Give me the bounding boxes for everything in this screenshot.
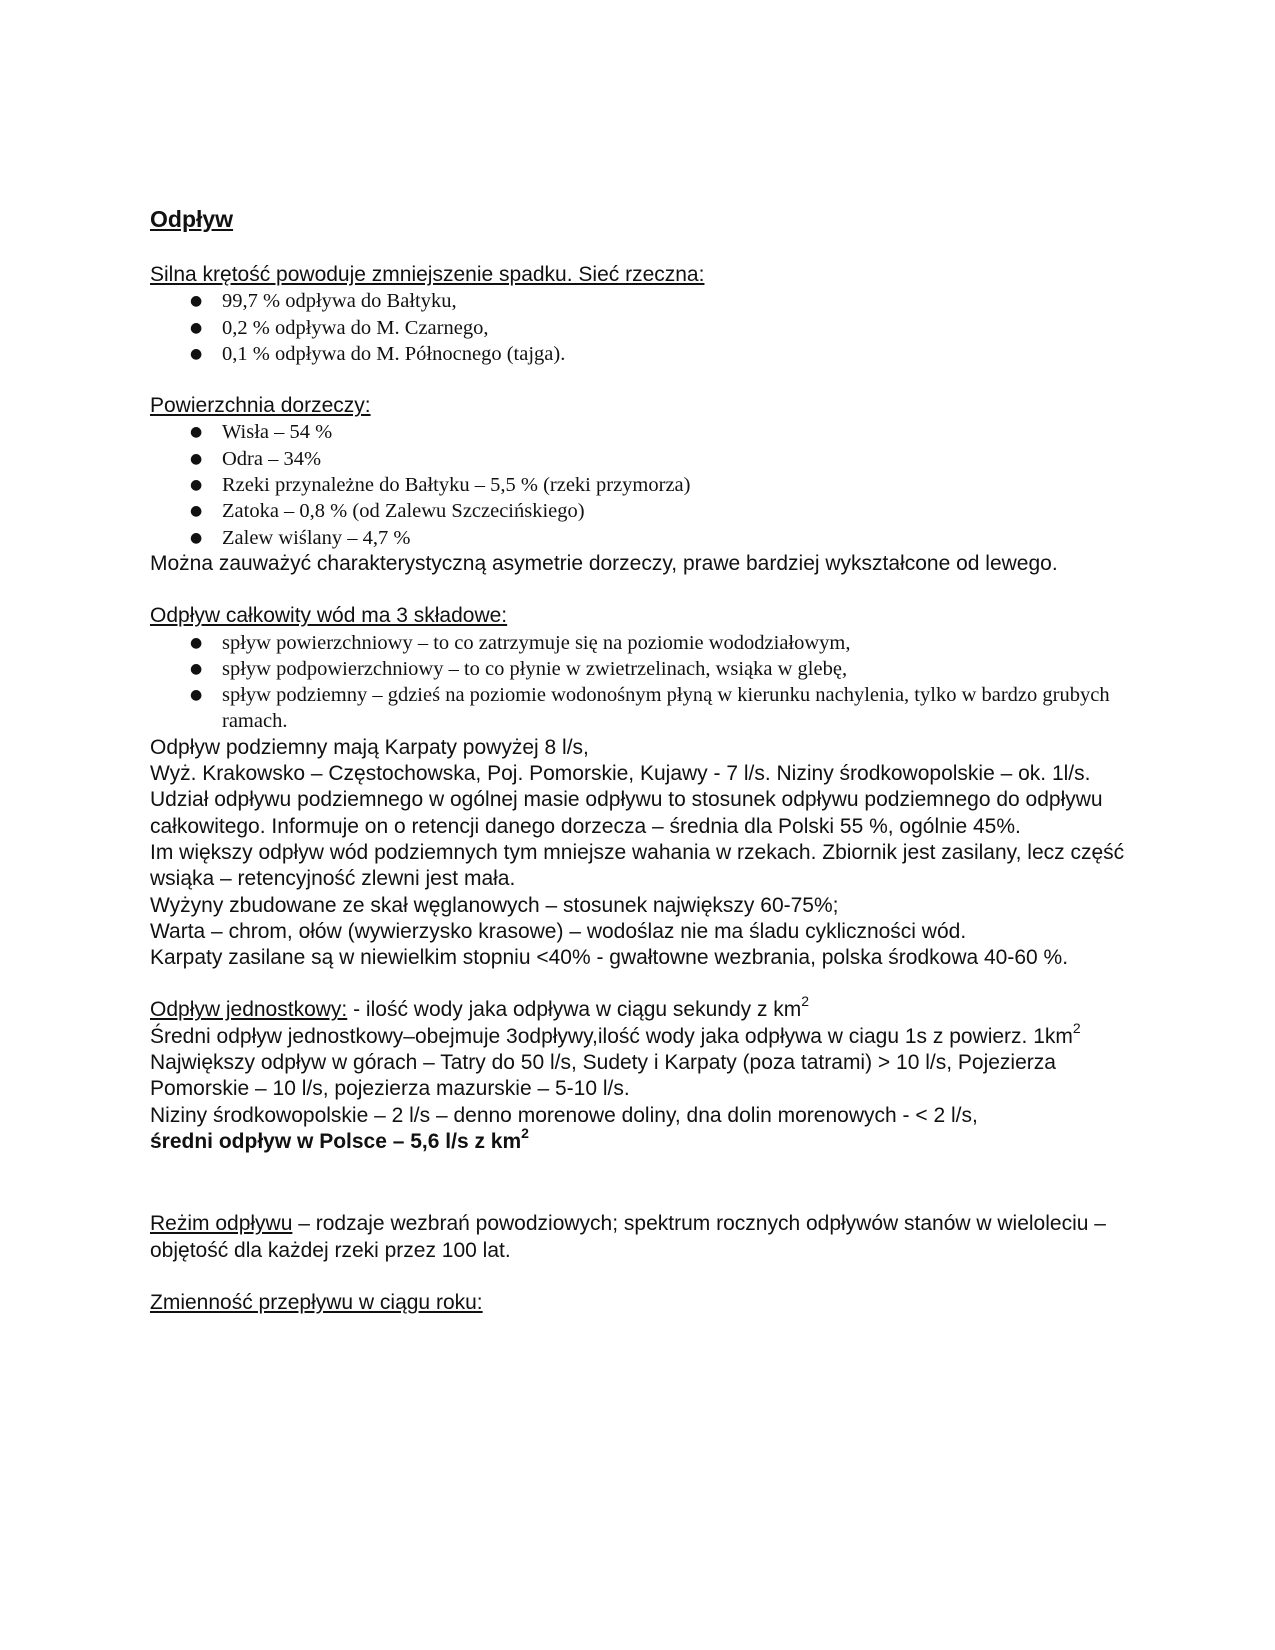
paragraph: Wyż. Krakowsko – Częstochowska, Poj. Pomorskie, Kujawy - 7 l/s. Niziny środkowopolskie – ok. 1l/s. xyxy=(150,762,1091,786)
list-item: ● Rzeki przynależne do Bałtyku – 5,5 % (rzeki przymorza) xyxy=(190,472,1130,498)
heading-jednostkowy: Odpływ jednostkowy: xyxy=(150,998,348,1022)
bullet-icon: ● xyxy=(190,687,203,704)
list-item: ● spływ podpowierzchniowy – to co płynie w zwietrzelinach, wsiąka w glebę, xyxy=(190,656,1130,682)
heading-siec: Silna krętość powoduje zmniejszenie spadku. Sieć rzeczna: xyxy=(150,263,705,286)
paragraph-rezim: Reżim odpływu – rodzaje wezbrań powodziowych; spektrum rocznych odpływów stanów w wieloleciu – objętość dla każdej rzeki przez 100 lat. xyxy=(150,1212,1106,1262)
list-item: ● 99,7 % odpływa do Bałtyku, xyxy=(190,288,1130,314)
heading-powierzchnia: Powierzchnia dorzeczy: xyxy=(150,394,371,418)
bullet-icon: ● xyxy=(190,345,203,362)
list-item: ● Odra – 34% xyxy=(190,446,1130,472)
paragraph: Udział odpływu podziemnego w ogólnej masie odpływu to stosunek odpływu podziemnego do odpływu całkowitego. Informuje on o retencji danego dorzecza – średnia dla Polski 55 %, ogólnie 45%. xyxy=(150,788,1103,838)
bullet-icon: ● xyxy=(190,634,203,651)
bullet-icon: ● xyxy=(190,660,203,677)
bullet-icon: ● xyxy=(190,293,203,310)
list-powierzchnia xyxy=(150,419,1130,550)
paragraph-jednostkowy: Odpływ jednostkowy: - ilość wody jaka odpływa w ciągu sekundy z $km^2$ xyxy=(150,993,810,1022)
list-item: ● spływ powierzchniowy – to co zatrzymuje się na poziomie wododziałowym, xyxy=(190,630,1130,656)
list-item: ● 0,2 % odpływa do M. Czarnego, xyxy=(190,315,1130,341)
bullet-icon: ● xyxy=(190,319,203,336)
paragraph: Odpływ podziemny mają Karpaty powyżej 8 l/s, xyxy=(150,735,589,759)
bullet-icon: ● xyxy=(190,450,203,467)
bullet-icon: ● xyxy=(190,477,203,494)
document-page xyxy=(150,205,1130,1316)
paragraph: Warta – chrom, ołów (wywierzysko krasowe) – wodoślaz nie ma śladu cykliczności wód. xyxy=(150,919,967,943)
bullet-icon: ● xyxy=(190,424,203,441)
list-item: ● 0,1 % odpływa do M. Północnego (tajga). xyxy=(190,341,1130,367)
paragraph: Wyżyny zbudowane ze skał węglanowych – stosunek największy 60-75%; xyxy=(150,893,839,917)
bullet-icon: ● xyxy=(190,503,203,520)
document-title: Odpływ xyxy=(150,206,234,232)
list-item: ● spływ podziemny – gdzieś na poziomie wodonośnym płyną w kierunku nachylenia, tylko w bardzo grubych ramach. xyxy=(190,684,1110,733)
paragraph: Można zauważyć charakterystyczną asymetrie dorzeczy, prawe bardziej wykształcone od lewego. xyxy=(150,551,1058,575)
paragraph: Niziny środkowopolskie – 2 l/s – denno morenowe doliny, dna dolin morenowych - < 2 l/s, xyxy=(150,1103,978,1127)
bullet-icon: ● xyxy=(190,529,203,546)
list-item: ● Wisła – 54 % xyxy=(190,419,1130,445)
list-siec xyxy=(150,288,1130,367)
list-calkowity xyxy=(150,630,1130,735)
paragraph: Karpaty zasilane są w niewielkim stopniu <40% - gwałtowne wezbrania, polska środkowa 40-60 %. xyxy=(150,946,1069,970)
list-item: ● Zalew wiślany – 4,7 % xyxy=(190,525,1130,551)
paragraph: Im większy odpływ wód podziemnych tym mniejsze wahania w rzekach. Zbiornik jest zasilany, lecz część wsiąka – retencyjność zlewni jest mała. xyxy=(150,840,1125,891)
paragraph-bold-summary: średni odpływ w Polsce – 5,6 l/s z $km^2$ xyxy=(150,1124,529,1153)
paragraph: Największy odpływ w górach – Tatry do 50 l/s, Sudety i Karpaty (poza tatrami) > 10 l/s, Pojezierza Pomorskie – 10 l/s, pojezierza mazurskie – 5-10 l/s. xyxy=(150,1051,1056,1101)
heading-rezim: Reżim odpływu xyxy=(150,1212,293,1236)
list-item: ● Zatoka – 0,8 % (od Zalewu Szczecińskiego) xyxy=(190,498,1130,524)
paragraph: Średni odpływ jednostkowy–obejmuje 3odpływy,ilość wody jaka odpływa w ciagu 1s z powierz. $1km^2$ xyxy=(150,1019,1081,1048)
heading-calkowity: Odpływ całkowity wód ma 3 składowe: xyxy=(150,604,508,628)
heading-zmiennosc: Zmienność przepływu w ciągu roku: xyxy=(150,1290,483,1314)
